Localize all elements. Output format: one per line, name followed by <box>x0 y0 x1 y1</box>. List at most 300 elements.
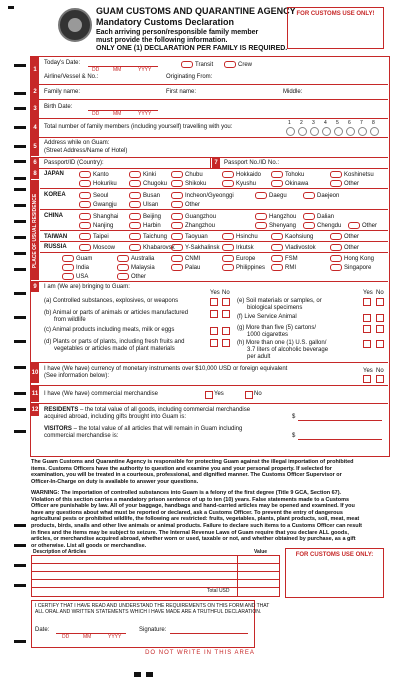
option-label: Shenyang <box>269 223 297 230</box>
radio-oval <box>222 233 234 240</box>
passport-country-label: Passport/ID (Country): <box>44 160 104 166</box>
option-label: Daegu <box>269 193 287 200</box>
residence-option[interactable] <box>271 171 304 179</box>
radio-oval <box>222 255 234 262</box>
paragraph-line: agricultural pests or prohibited wildlife, the following are restricted: fruits, vegetables, plants, plant products, soil, meat, meat <box>31 516 360 523</box>
todays-date-input[interactable] <box>88 60 158 67</box>
address-label: Address while on Guam: <box>44 140 110 146</box>
residence-option[interactable] <box>330 171 374 179</box>
timing-mark <box>14 392 26 395</box>
radio-oval <box>222 264 234 271</box>
paragraph-line: Violation of this section carries a mandatory prison sentence of up to ten (10) years. False statements made to a Customs <box>31 496 350 503</box>
residence-option[interactable] <box>79 201 117 209</box>
item-h: (h) More than one (1) U.S. gallon/ <box>237 340 327 346</box>
residence-option[interactable] <box>271 180 308 188</box>
radio-oval <box>79 201 91 208</box>
residence-option[interactable] <box>117 264 155 272</box>
radio-oval <box>129 201 141 208</box>
no-checkbox[interactable] <box>376 298 384 306</box>
signature-label: Signature: <box>139 627 167 633</box>
option-label: Kanto <box>93 172 109 179</box>
residence-option[interactable] <box>348 222 377 230</box>
mm-label: MM <box>113 111 122 117</box>
commercial-yes-checkbox[interactable] <box>205 391 213 399</box>
yes-checkbox[interactable] <box>210 310 218 318</box>
radio-oval <box>117 255 129 262</box>
family-count-number: 6 <box>348 120 351 126</box>
timing-mark <box>14 204 26 207</box>
residence-option[interactable] <box>222 255 255 263</box>
cert-date-input[interactable] <box>56 627 126 634</box>
paragraph-line: or otherwise. List all goods or merchandise. <box>31 542 147 549</box>
residence-option[interactable] <box>171 180 206 188</box>
family-count-circle[interactable] <box>298 127 307 136</box>
do-not-write-label: DO NOT WRITE IN THIS AREA <box>145 650 255 656</box>
paragraph-line: The Guam Customs and Quarantine Agency is responsible for protecting Guam against the illegal importation of prohibited <box>31 459 354 465</box>
residents-value-input[interactable] <box>298 414 382 421</box>
residence-option[interactable] <box>330 255 374 263</box>
radio-oval <box>303 222 315 229</box>
country-taiwan: TAIWAN <box>44 234 68 240</box>
radio-oval <box>330 255 342 262</box>
bringing-intro: I am (We are) bringing to Guam: <box>44 284 130 290</box>
radio-oval <box>171 192 183 199</box>
commercial-yes-label: Yes <box>214 391 224 397</box>
commercial-label: I have (We have) commercial merchandise <box>44 391 158 397</box>
residence-option[interactable] <box>129 244 175 252</box>
signature-input[interactable] <box>170 627 248 634</box>
residence-option[interactable] <box>330 180 359 188</box>
radio-oval <box>330 180 342 187</box>
no-checkbox[interactable] <box>222 339 230 347</box>
timing-mark <box>14 340 26 343</box>
residence-option[interactable] <box>255 213 296 221</box>
yes-checkbox[interactable] <box>363 298 371 306</box>
paragraph-line: items. Customs Officers have the authority to question and examine you and your personal property. If selected for <box>31 465 332 472</box>
currency-yes-checkbox[interactable] <box>363 375 371 383</box>
customs-use-box <box>287 7 384 49</box>
option-label: Beijing <box>143 214 162 221</box>
item-g: (g) More than five (5) cartons/ <box>237 325 317 331</box>
family-count-circle[interactable] <box>322 127 331 136</box>
residence-option[interactable] <box>117 255 154 263</box>
timing-mark <box>14 268 26 271</box>
description-header: Description of Articles <box>33 549 87 555</box>
option-label: Incheon/Gyeonggi <box>185 193 234 200</box>
no-checkbox[interactable] <box>222 298 230 306</box>
residence-option[interactable] <box>129 213 161 221</box>
birth-date-input[interactable] <box>88 104 158 111</box>
residents-line-2: acquired abroad, including gifts brought into Guam is: <box>44 414 187 420</box>
radio-oval <box>271 255 283 262</box>
radio-oval <box>303 213 315 220</box>
radio-oval <box>171 264 183 271</box>
item-h-cont: per adult <box>247 354 271 360</box>
option-label: USA <box>76 274 89 281</box>
residence-option[interactable] <box>171 264 200 272</box>
option-label: Taipei <box>93 234 109 241</box>
option-label: Gwangju <box>93 202 117 209</box>
yes-checkbox[interactable] <box>210 327 218 335</box>
timing-mark <box>14 564 26 567</box>
certify-line: I CERTIFY THAT I HAVE READ AND UNDERSTAND THE REQUIREMENTS ON THIS FORM AND THAT <box>35 603 270 609</box>
residence-option[interactable] <box>129 233 167 241</box>
residence-option[interactable] <box>62 273 88 281</box>
family-count-circle[interactable] <box>286 127 295 136</box>
residents-dollar: $ <box>292 414 296 420</box>
radio-oval <box>171 244 183 251</box>
residence-option[interactable] <box>255 192 287 200</box>
cert-date-label: Date: <box>35 627 50 633</box>
section-number: 2 <box>31 85 39 99</box>
family-count-number: 3 <box>312 120 315 126</box>
currency-sublabel: (See information below): <box>44 373 110 379</box>
option-label: CNMI <box>185 256 201 263</box>
option-label: Y-Sakhalinsk <box>185 245 220 252</box>
radio-oval <box>79 233 91 240</box>
section-number: 9 <box>31 282 39 292</box>
yyyy-label: YYYY <box>108 634 122 640</box>
section-number: 8 <box>31 169 39 179</box>
residence-option[interactable] <box>62 264 89 272</box>
residence-option[interactable] <box>171 213 216 221</box>
timing-mark <box>14 188 26 191</box>
no-checkbox[interactable] <box>376 314 384 322</box>
residence-option[interactable] <box>79 222 113 230</box>
yes-checkbox[interactable] <box>363 314 371 322</box>
option-label: Philippines <box>236 265 266 272</box>
option-label: Chugoku <box>143 181 168 188</box>
residence-option[interactable] <box>129 192 160 200</box>
no-checkbox[interactable] <box>376 340 384 348</box>
residence-option[interactable] <box>129 171 156 179</box>
section-number: 3 <box>31 100 39 118</box>
radio-oval <box>129 244 141 251</box>
residence-option[interactable] <box>271 264 296 272</box>
option-label: Khabarovsk <box>143 245 175 252</box>
section-number: 11 <box>31 386 39 402</box>
country-japan: JAPAN <box>44 171 64 177</box>
item-h-cont: 3.7 liters of alcoholic beverage <box>247 347 329 353</box>
residence-option[interactable] <box>129 222 161 230</box>
option-label: Harbin <box>143 223 161 230</box>
option-label: Seoul <box>93 193 109 200</box>
commercial-no-checkbox[interactable] <box>245 391 253 399</box>
option-label: Kinki <box>143 172 157 179</box>
timing-mark <box>8 6 14 9</box>
articles-table <box>31 555 280 597</box>
timing-mark <box>14 160 26 163</box>
yes-checkbox[interactable] <box>363 325 371 333</box>
no-header: No <box>376 368 384 374</box>
residence-option[interactable] <box>171 233 208 241</box>
paragraph-line: Officer are punishable by law. All of your baggage, handbags and hand-carried articles may be opened and examined. If you <box>31 503 355 510</box>
residence-option[interactable] <box>79 213 118 221</box>
residence-option[interactable] <box>255 222 296 230</box>
residence-option[interactable] <box>79 180 117 188</box>
no-checkbox[interactable] <box>222 310 230 318</box>
radio-oval <box>171 255 183 262</box>
option-label: Nanjing <box>93 223 114 230</box>
residence-option[interactable] <box>222 180 256 188</box>
residence-option[interactable] <box>171 201 200 209</box>
radio-oval <box>171 233 183 240</box>
option-label: India <box>76 265 90 272</box>
option-label: Taoyuan <box>185 234 208 241</box>
option-label: Chengdu <box>317 223 342 230</box>
timing-mark <box>134 672 141 677</box>
residence-option[interactable] <box>303 192 339 200</box>
timing-mark <box>14 316 26 319</box>
timing-mark <box>14 64 26 67</box>
radio-oval <box>255 222 267 229</box>
residence-option[interactable] <box>222 264 265 272</box>
option-label: Kaohsiung <box>285 234 314 241</box>
no-header: No <box>222 290 230 296</box>
customs-use-box-2 <box>285 548 384 598</box>
option-label: Hong Kong <box>344 256 375 263</box>
family-count-number: 5 <box>336 120 339 126</box>
radio-oval <box>271 264 283 271</box>
yes-header: Yes <box>363 368 373 374</box>
timing-mark <box>14 92 26 95</box>
timing-mark <box>14 126 26 129</box>
family-count-number: 8 <box>372 120 375 126</box>
certify-line: ALL ORAL AND WRITTEN STATEMENTS WHICH I HAVE MADE ARE A TRUTHFUL DECLARATION. <box>35 609 262 615</box>
option-label: Shikoku <box>185 181 207 188</box>
residence-option[interactable] <box>79 244 115 252</box>
section-number: 1 <box>31 56 39 84</box>
option-label: Ulsan <box>143 202 159 209</box>
radio-oval <box>62 264 74 271</box>
radio-oval <box>222 180 234 187</box>
timing-mark <box>14 292 26 295</box>
paragraph-line: WARNING: The importation of controlled substances into Guam is a felony of the first degree (Title 9 GCA, Section 67). <box>31 490 342 496</box>
family-count-number: 1 <box>288 120 291 126</box>
family-count-circle[interactable] <box>310 127 319 136</box>
family-count-circle[interactable] <box>358 127 367 136</box>
family-count-circle[interactable] <box>370 127 379 136</box>
residence-option[interactable] <box>330 264 371 272</box>
radio-oval <box>79 171 91 178</box>
customs-use-label-2: FOR CUSTOMS USE ONLY: <box>295 552 374 558</box>
option-label: Shanghai <box>93 214 119 221</box>
option-label: Other <box>131 274 147 281</box>
residence-side-label: PLACE OF USUAL RESIDENCE <box>32 193 38 269</box>
agency-name: GUAM CUSTOMS AND QUARANTINE AGENCY <box>96 6 296 16</box>
timing-mark <box>14 220 26 223</box>
option-label: Taichung <box>143 234 168 241</box>
paragraph-line: products, birds, snails and other live animals or animal products. Failure to declare such items to a Customs Officer can result <box>31 522 363 529</box>
country-korea: KOREA <box>44 192 66 198</box>
residence-option[interactable] <box>330 233 359 241</box>
residence-option[interactable] <box>171 192 234 200</box>
timing-mark <box>14 236 26 239</box>
todays-date-label: Today's Date: <box>44 60 81 66</box>
timing-mark <box>14 366 26 369</box>
timing-mark <box>146 672 153 677</box>
option-label: Busan <box>143 193 161 200</box>
radio-oval <box>117 273 129 280</box>
crew-option[interactable]: Crew <box>224 61 252 69</box>
radio-oval <box>330 233 342 240</box>
option-label: Okinawa <box>285 181 309 188</box>
option-label: Hangzhou <box>269 214 297 221</box>
timing-mark <box>14 408 26 411</box>
residence-option[interactable] <box>79 192 108 200</box>
option-label: Malaysia <box>131 265 155 272</box>
residence-option[interactable] <box>171 255 200 263</box>
instruction-line: must provide the following information. <box>96 37 228 44</box>
transit-option[interactable]: Transit <box>181 61 213 69</box>
radio-oval <box>271 244 283 251</box>
option-label: FSM <box>285 256 298 263</box>
residence-option[interactable] <box>303 213 334 221</box>
responsibility-paragraph <box>31 459 389 485</box>
radio-oval <box>79 180 91 187</box>
option-label: Zhangzhou <box>185 223 216 230</box>
country-russia: RUSSIA <box>44 244 67 250</box>
residence-option[interactable] <box>117 273 146 281</box>
radio-oval <box>79 192 91 199</box>
radio-oval <box>255 213 267 220</box>
visitors-line-2: commercial merchandise is: <box>44 433 119 439</box>
timing-mark <box>14 524 26 527</box>
warning-paragraph <box>31 490 389 549</box>
no-checkbox[interactable] <box>376 325 384 333</box>
residence-option[interactable] <box>171 171 203 179</box>
no-checkbox[interactable] <box>222 327 230 335</box>
radio-oval <box>62 255 74 262</box>
radio-oval <box>330 171 342 178</box>
seal-logo <box>58 8 92 42</box>
option-label: Tohoku <box>285 172 305 179</box>
passport-number-label: Passport No./ID No.: <box>224 160 280 166</box>
value-header: Value <box>254 549 268 555</box>
paragraph-line: examination, you will be treated in a courteous, professional, and dignified manner. The Customs Officer Supervisor or <box>31 472 342 479</box>
currency-no-checkbox[interactable] <box>376 375 384 383</box>
radio-oval <box>117 264 129 271</box>
country-china: CHINA <box>44 213 63 219</box>
option-label: Europe <box>236 256 256 263</box>
item-b: (b) Animal or parts of animals or articles manufactured <box>44 310 189 316</box>
residence-option[interactable] <box>330 244 359 252</box>
radio-oval <box>171 201 183 208</box>
option-label: Hsinchu <box>236 234 258 241</box>
currency-label: I have (We have) currency of monetary instruments over $10,000 USD or foreign equivalent <box>44 366 288 372</box>
radio-oval <box>129 233 141 240</box>
radio-oval <box>271 180 283 187</box>
timing-mark <box>14 145 26 148</box>
option-label: Irkutsk <box>236 245 254 252</box>
residence-option[interactable] <box>222 171 261 179</box>
item-d-cont: vegetables or articles made of plant materials <box>54 346 175 352</box>
item-g-cont: 1000 cigarettes <box>247 332 289 338</box>
section-number: 6 <box>31 158 39 168</box>
residence-option[interactable] <box>129 201 158 209</box>
option-label: Moscow <box>93 245 116 252</box>
option-label: Dalian <box>317 214 335 221</box>
section-number: 4 <box>31 119 39 137</box>
section-number: 7 <box>212 158 220 168</box>
option-label: Other <box>344 245 360 252</box>
residence-option[interactable] <box>79 233 109 241</box>
item-f: (f) Live Service Animal <box>237 314 297 320</box>
radio-oval <box>171 171 183 178</box>
yes-checkbox[interactable] <box>363 340 371 348</box>
item-c: (c) Animal products including meats, milk or eggs <box>44 327 175 333</box>
timing-mark <box>14 430 26 433</box>
radio-oval <box>62 273 74 280</box>
residence-option[interactable] <box>271 244 316 252</box>
family-count-circle[interactable] <box>334 127 343 136</box>
yes-checkbox[interactable] <box>210 298 218 306</box>
residence-option[interactable] <box>271 255 298 263</box>
family-count-circle[interactable] <box>346 127 355 136</box>
radio-oval <box>330 264 342 271</box>
residence-option[interactable] <box>222 233 258 241</box>
radio-oval <box>222 244 234 251</box>
residence-option[interactable] <box>171 222 215 230</box>
option-label: Guangzhou <box>185 214 217 221</box>
yes-header: Yes <box>210 290 220 296</box>
item-a: (a) Controlled substances, explosives, or weapons <box>44 298 179 304</box>
option-label: Guam <box>76 256 93 263</box>
residence-option[interactable] <box>222 244 254 252</box>
dd-label: DD <box>62 634 70 640</box>
origin-label: Originating From: <box>166 74 213 80</box>
option-label: Australia <box>131 256 155 263</box>
option-label: Kyushu <box>236 181 257 188</box>
radio-oval <box>129 222 141 229</box>
radio-oval <box>222 171 234 178</box>
customs-use-label: FOR CUSTOMS USE ONLY! <box>296 11 375 17</box>
radio-oval <box>129 213 141 220</box>
option-label: Koshinetsu <box>344 172 374 179</box>
radio-oval <box>330 244 342 251</box>
option-label: Chubu <box>185 172 203 179</box>
instruction-line: Each arriving person/responsible family member <box>96 29 259 36</box>
paragraph-line: articles, or merchandise acquired abroad, whether worn or used, taxable or not, and whether obtained by purchase, as a gift <box>31 536 356 543</box>
radio-oval <box>79 222 91 229</box>
timing-mark <box>14 107 26 110</box>
yes-checkbox[interactable] <box>210 339 218 347</box>
mm-label: MM <box>83 634 92 640</box>
option-label: Palau <box>185 265 201 272</box>
family-count-number: 7 <box>360 120 363 126</box>
residence-option[interactable] <box>271 233 313 241</box>
section-number: 5 <box>31 138 39 156</box>
timing-mark <box>14 584 26 587</box>
form-title: Mandatory Customs Declaration <box>96 17 235 27</box>
paragraph-line: in fines and the items may be subject to seizure. The Internal Revenue Laws of Guam require that you declare ALL goods, <box>31 529 349 536</box>
option-label: Other <box>362 223 378 230</box>
first-name-label: First name: <box>166 89 197 95</box>
residents-line: RESIDENTS – the total value of all goods, including commercial merchandise <box>44 407 251 413</box>
option-label: Hokuriku <box>93 181 117 188</box>
residence-option[interactable] <box>303 222 341 230</box>
residence-option[interactable] <box>79 171 109 179</box>
radio-oval <box>171 213 183 220</box>
visitors-value-input[interactable] <box>298 433 382 440</box>
commercial-no-label: No <box>254 391 262 397</box>
residence-option[interactable] <box>129 180 167 188</box>
section-number: 12 <box>31 404 39 416</box>
section-number: 10 <box>31 363 39 383</box>
family-name-label: Family name: <box>44 89 81 95</box>
residence-option[interactable] <box>171 244 219 252</box>
residence-option[interactable] <box>62 255 92 263</box>
